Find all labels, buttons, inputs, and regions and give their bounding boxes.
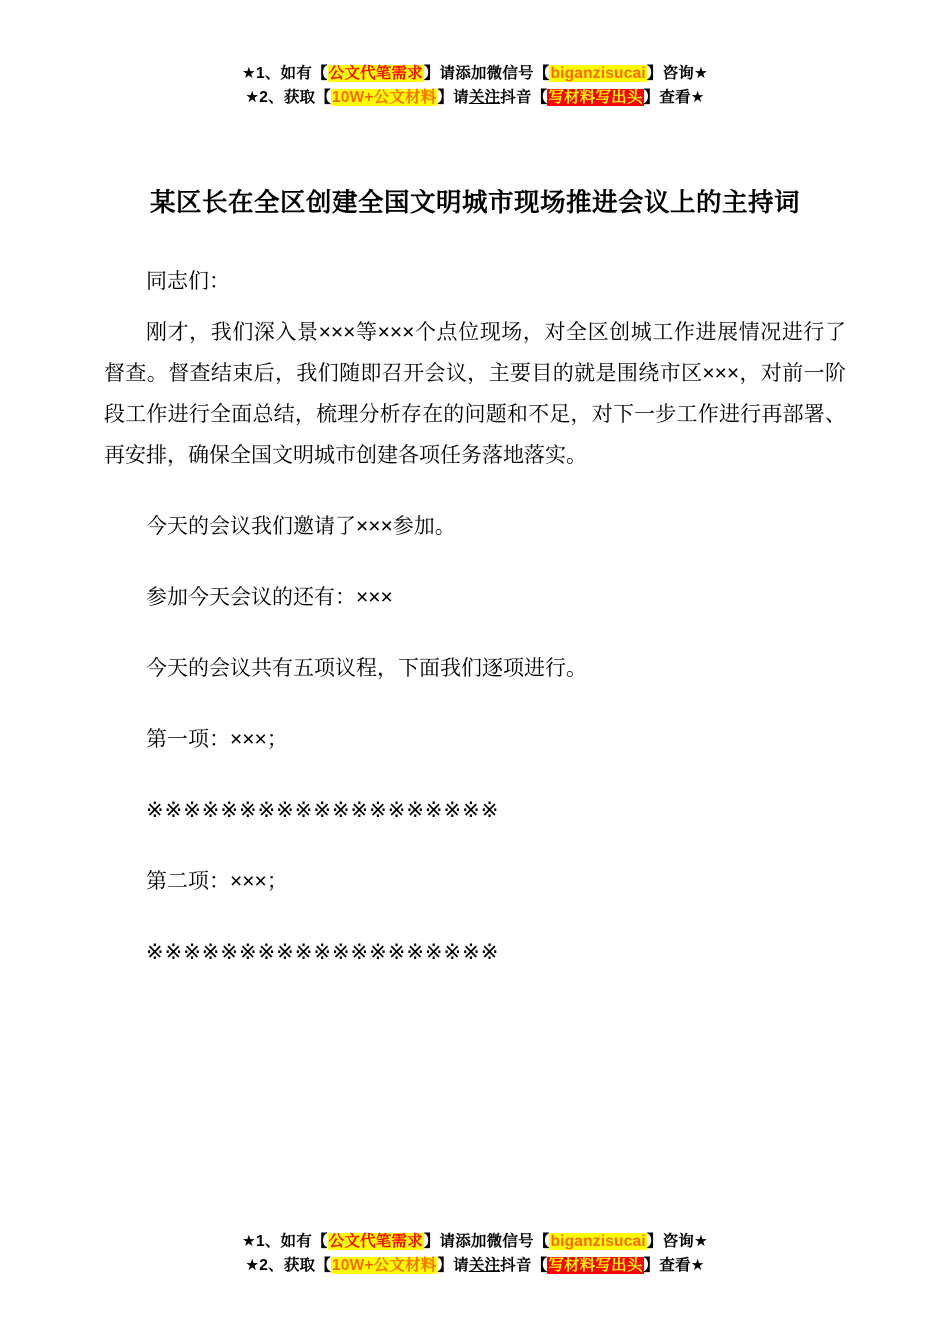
promo-line2-follow-word: 关注	[468, 89, 501, 107]
promo-line2-keyword-1: 10W+公文材料	[331, 89, 437, 107]
promo-bottom-line1-lead: ★1、如有【	[241, 1232, 328, 1250]
promo-bottom-line2-tail: 】查看★	[643, 1256, 705, 1274]
promo-bottom-line2-mid-2: 抖音【	[500, 1256, 548, 1274]
promo-bottom-line2-follow-word: 关注	[468, 1256, 501, 1274]
promo-bottom-line2-lead: ★2、获取【	[245, 1256, 331, 1274]
promo-bottom-line1-tail: 】咨询★	[646, 1232, 709, 1250]
promo-line1-tail: 】咨询★	[646, 65, 709, 82]
promo-banner-line-1	[104, 62, 846, 86]
document-body	[104, 262, 846, 973]
paragraph-agenda-intro: 今天的会议共有五项议程，下面我们逐项进行。	[146, 657, 587, 681]
promo-bottom-line2-mid: 】请	[437, 1256, 469, 1274]
promo-line2-mid-2: 抖音【	[500, 89, 548, 107]
paragraph-attendees: 参加今天会议的还有：×××	[146, 586, 393, 610]
promo-bottom-line1-mid: 】请添加微信号【	[423, 1232, 550, 1250]
promo-bottom-line1-keyword-1: 公文代笔需求	[328, 1232, 423, 1250]
promo-bottom-line1-wechat-id: biganzisucai	[550, 1232, 646, 1250]
paragraph-agenda-item-2: 第二项：×××；	[146, 869, 288, 893]
promo-line1-wechat-id: biganzisucai	[550, 65, 646, 82]
promo-line1-lead: ★1、如有【	[241, 65, 328, 82]
promo-line1-keyword-1: 公文代笔需求	[328, 65, 423, 82]
promo-banner-line-2	[104, 86, 846, 110]
paragraph-invitees: 今天的会议我们邀请了×××参加。	[146, 515, 456, 539]
paragraph-placeholder-1: ※※※※※※※※※※※※※※※※※※※	[146, 798, 500, 822]
paragraph-opening: 刚才，我们深入景×××等×××个点位现场，对全区创城工作进展情况进行了督查。督查结束后，我们随即召开会议，主要目的就是围绕市区×××，对前一阶段工作进行全面总结，梳理分析存在的问题和不足，对下一步工作进行再部署、再安排，确保全国文明城市创建各项任务落地落实。	[104, 321, 846, 468]
promo-bottom-line2-douyin-name: 写材料写出头	[548, 1256, 643, 1274]
paragraph-agenda-item-1: 第一项：×××；	[146, 727, 288, 751]
promo-banner-bottom	[0, 1230, 950, 1278]
paragraph-salutation: 同志们：	[146, 270, 230, 294]
promo-banner-bottom-line-2	[0, 1254, 950, 1278]
promo-banner-bottom-line-1	[0, 1230, 950, 1254]
promo-line2-mid: 】请	[437, 89, 469, 107]
promo-line2-douyin-name: 写材料写出头	[548, 89, 643, 107]
promo-line2-lead: ★2、获取【	[245, 89, 331, 107]
promo-bottom-line2-keyword-1: 10W+公文材料	[331, 1256, 437, 1274]
promo-line1-mid: 】请添加微信号【	[423, 65, 550, 82]
document-title: 某区长在全区创建全国文明城市现场推进会议上的主持词	[149, 189, 800, 218]
promo-line2-tail: 】查看★	[643, 89, 705, 107]
paragraph-placeholder-2: ※※※※※※※※※※※※※※※※※※※	[146, 940, 500, 964]
promo-banner-top	[104, 0, 846, 110]
